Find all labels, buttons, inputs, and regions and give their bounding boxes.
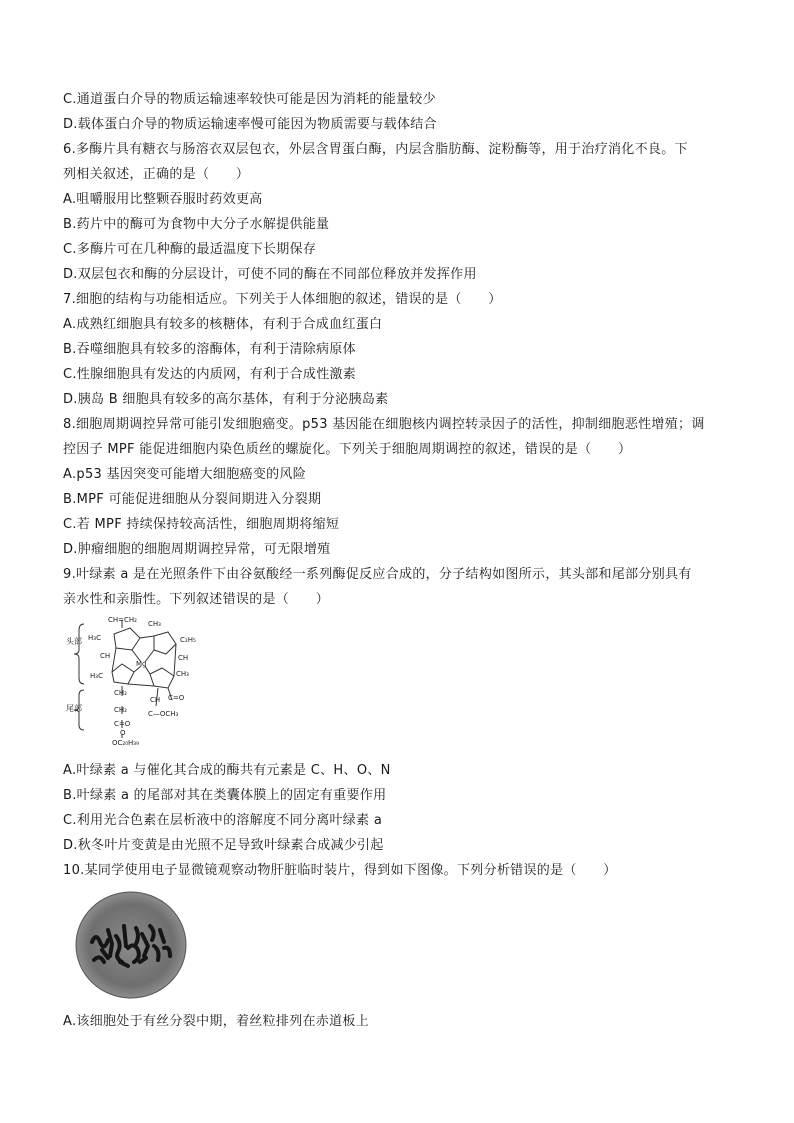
head-label-1 [66,636,82,646]
head-brace [74,624,84,684]
option-a-q8: A.p53 基因突变可能增大细胞癌变的风险 [63,467,307,482]
option-c-q7: C.性腺细胞具有发达的内质网，有利于合成性激素 [63,367,357,382]
ch-a: CH [100,652,111,660]
option-c-q6: C.多酶片可在几种酶的最适温度下长期保存 [63,242,317,257]
question-9-stem-line1: 9.叶绿素 a 是在光照条件下由谷氨酸经一系列酶促反应合成的，分子结构如图所示，其头部和尾部分别具有 [63,567,692,582]
c2h5-group: C₂H₅ [180,636,196,644]
option-d-q8: D.肿瘤细胞的细胞周期调控异常，可无限增殖 [63,542,331,557]
h3c-lower: H₃C [90,672,103,680]
option-d-q9: D.秋冬叶片变黄是由光照不足导致叶绿素合成减少引起 [63,838,384,853]
ch3-lower: CH₃ [176,670,189,678]
option-c-q8: C.若 MPF 持续保持较高活性，细胞周期将缩短 [63,517,340,532]
option-b-q9: B.叶绿素 a 的尾部对其在类囊体膜上的固定有重要作用 [63,788,387,803]
option-b-q6: B.药片中的酶可为食物中大分子水解提供能量 [63,217,330,232]
option-d-q6: D.双层包衣和酶的分层设计，可使不同的酶在不同部位释放并发挥作用 [63,267,477,282]
cell-micrograph [74,890,188,1000]
question-10-stem: 10.某同学使用电子显微镜观察动物肝脏临时装片，得到如下图像。下列分析错误的是（ ） [63,863,617,878]
option-d-q7: D.胰岛 B 细胞具有较多的高尔基体，有利于分泌胰岛素 [63,392,389,407]
question-8-stem-line1: 8.细胞周期调控异常可能引发细胞癌变。p53 基因能在细胞核内调控转录因子的活性，抑制细胞恶性增殖；调 [63,417,705,432]
question-8-stem-line2: 控因子 MPF 能促进细胞内染色质丝的螺旋化。下列关于细胞周期调控的叙述，错误的是（ ） [63,442,632,457]
question-6-stem-line2: 列相关叙述，正确的是（ ） [63,167,250,182]
ch-c: CH [150,696,161,704]
tail-label: 尾部 [66,704,82,713]
ch2-b: CH₂ [114,706,127,714]
head-label: 头部 [66,637,82,646]
question-9-stem-line2: 亲水性和亲脂性。下列叙述错误的是（ ） [63,592,330,607]
option-c-q5: C.通道蛋白介导的物质运输速率较快可能是因为消耗的能量较少 [63,92,436,107]
chlorophyll-structure-figure [62,614,218,748]
option-a-q10: A.该细胞处于有丝分裂中期，着丝粒排列在赤道板上 [63,1014,369,1029]
option-b-q8: B.MPF 可能促进细胞从分裂间期进入分裂期 [63,492,322,507]
option-c-q9: C.利用光合色素在层析液中的溶解度不同分离叶绿素 a [63,813,383,828]
vinyl-group: CH=CH₂ [108,616,137,624]
ch-b: CH [178,654,189,662]
option-a-q6: A.咀嚼服用比整颗吞服时药效更高 [63,192,263,207]
h3c-left: H₃C [88,634,101,642]
o-label: O [120,729,126,737]
och3-group: C—OCH₃ [148,710,179,718]
option-a-q9: A.叶绿素 a 与催化其合成的酶共有元素是 C、H、O、N [63,763,391,778]
option-a-q7: A.成熟红细胞具有较多的核糖体，有利于合成血红蛋白 [63,317,383,332]
c-eq-o-tail: C=O [114,720,131,728]
question-7-stem: 7.细胞的结构与功能相适应。下列关于人体细胞的叙述，错误的是（ ） [63,292,502,307]
option-d-q5: D.载体蛋白介导的物质运输速率慢可能因为物质需要与载体结合 [63,117,437,132]
question-6-stem-line1: 6.多酶片具有糖衣与肠溶衣双层包衣，外层含胃蛋白酶，内层含脂肪酶、淀粉酶等，用于治疗消化不良。下 [63,142,688,157]
mg-atom: Mg [136,660,147,668]
phytol-tail: OC₂₀H₃₉ [112,739,139,747]
ch2-a: CH₂ [114,689,127,697]
ch3-top: CH₃ [148,620,161,628]
c-eq-o-ring: C=O [168,694,185,702]
option-b-q7: B.吞噬细胞具有较多的溶酶体，有利于清除病原体 [63,342,356,357]
